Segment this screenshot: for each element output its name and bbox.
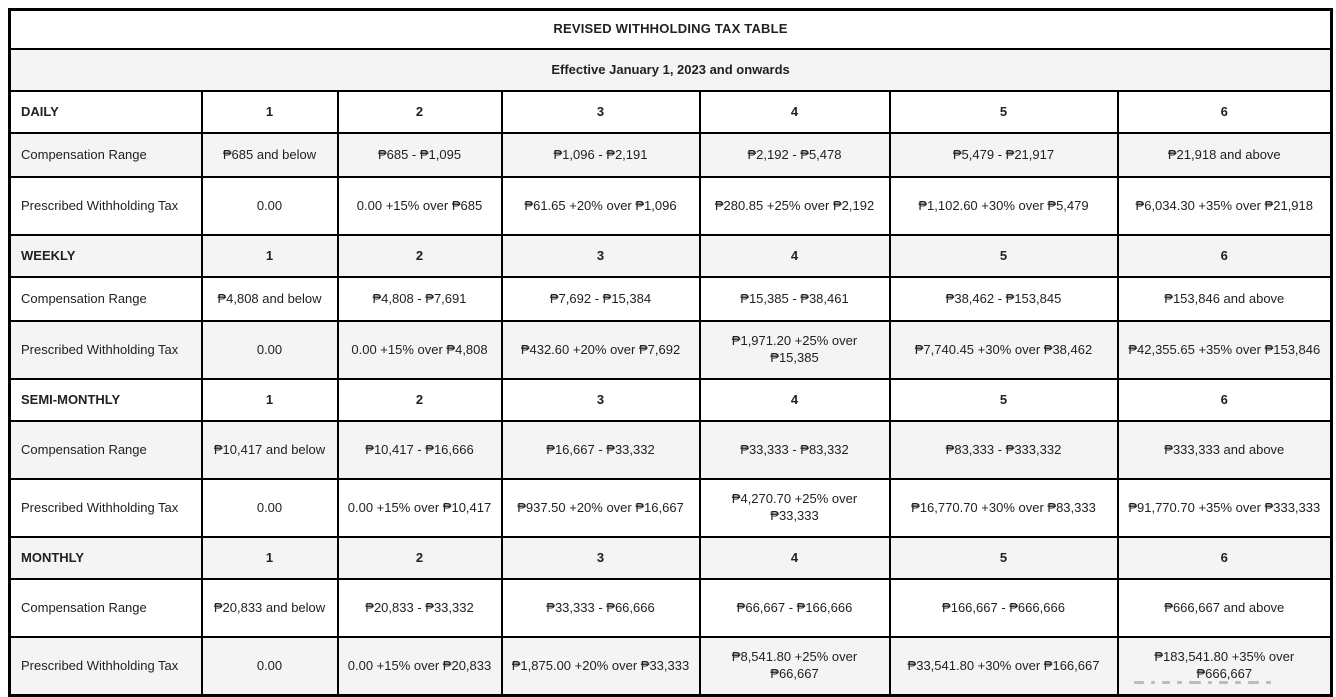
effective-date-subtitle: Effective January 1, 2023 and onwards (10, 49, 1332, 91)
prescribed-tax-cell: ₱937.50 +20% over ₱16,667 (502, 479, 700, 537)
compensation-range-cell: ₱10,417 and below (202, 421, 338, 479)
compensation-range-cell: ₱20,833 and below (202, 579, 338, 637)
prescribed-tax-cell: ₱432.60 +20% over ₱7,692 (502, 321, 700, 379)
compensation-range-cell: ₱7,692 - ₱15,384 (502, 277, 700, 321)
prescribed-tax-cell: ₱16,770.70 +30% over ₱83,333 (890, 479, 1118, 537)
compensation-range-cell: ₱1,096 - ₱2,191 (502, 133, 700, 177)
prescribed-tax-cell: ₱42,355.65 +35% over ₱153,846 (1118, 321, 1332, 379)
prescribed-tax-cell: ₱7,740.45 +30% over ₱38,462 (890, 321, 1118, 379)
column-header: 1 (202, 235, 338, 277)
column-header: 6 (1118, 235, 1332, 277)
compensation-range-cell: ₱5,479 - ₱21,917 (890, 133, 1118, 177)
column-header: 3 (502, 379, 700, 421)
column-header: 3 (502, 537, 700, 579)
compensation-range-cell: ₱666,667 and above (1118, 579, 1332, 637)
period-label: MONTHLY (10, 537, 202, 579)
column-header: 2 (338, 235, 502, 277)
title-row (10, 10, 1332, 50)
prescribed-tax-cell: ₱61.65 +20% over ₱1,096 (502, 177, 700, 235)
column-header: 5 (890, 235, 1118, 277)
prescribed-tax-cell: 0.00 +15% over ₱4,808 (338, 321, 502, 379)
period-label: WEEKLY (10, 235, 202, 277)
subtitle-row (10, 49, 1332, 91)
prescribed-tax-cell: ₱8,541.80 +25% over ₱66,667 (700, 637, 890, 696)
column-header: 4 (700, 379, 890, 421)
column-header: 5 (890, 379, 1118, 421)
compensation-range-cell: ₱333,333 and above (1118, 421, 1332, 479)
prescribed-tax-cell: ₱183,541.80 +35% over ₱666,667 (1118, 637, 1332, 696)
column-header: 6 (1118, 537, 1332, 579)
section-header-row (10, 537, 1332, 579)
row-label-prescribed-tax: Prescribed Withholding Tax (10, 321, 202, 379)
row-label-prescribed-tax: Prescribed Withholding Tax (10, 637, 202, 696)
prescribed-tax-cell: 0.00 (202, 479, 338, 537)
section-header-row (10, 235, 1332, 277)
row-label-compensation-range: Compensation Range (10, 133, 202, 177)
column-header: 3 (502, 91, 700, 133)
compensation-range-row (10, 277, 1332, 321)
prescribed-tax-row (10, 321, 1332, 379)
prescribed-tax-row (10, 637, 1332, 696)
prescribed-tax-cell: ₱1,102.60 +30% over ₱5,479 (890, 177, 1118, 235)
prescribed-tax-cell: ₱6,034.30 +35% over ₱21,918 (1118, 177, 1332, 235)
compensation-range-cell: ₱685 and below (202, 133, 338, 177)
withholding-tax-table (8, 8, 1333, 697)
compensation-range-cell: ₱66,667 - ₱166,666 (700, 579, 890, 637)
compensation-range-cell: ₱16,667 - ₱33,332 (502, 421, 700, 479)
prescribed-tax-cell: ₱1,875.00 +20% over ₱33,333 (502, 637, 700, 696)
column-header: 5 (890, 537, 1118, 579)
prescribed-tax-cell: ₱91,770.70 +35% over ₱333,333 (1118, 479, 1332, 537)
compensation-range-cell: ₱685 - ₱1,095 (338, 133, 502, 177)
compensation-range-row (10, 579, 1332, 637)
row-label-compensation-range: Compensation Range (10, 277, 202, 321)
row-label-prescribed-tax: Prescribed Withholding Tax (10, 479, 202, 537)
row-label-compensation-range: Compensation Range (10, 421, 202, 479)
compensation-range-cell: ₱15,385 - ₱38,461 (700, 277, 890, 321)
compensation-range-cell: ₱33,333 - ₱83,332 (700, 421, 890, 479)
row-label-prescribed-tax: Prescribed Withholding Tax (10, 177, 202, 235)
compensation-range-cell: ₱2,192 - ₱5,478 (700, 133, 890, 177)
compensation-range-cell: ₱20,833 - ₱33,332 (338, 579, 502, 637)
compensation-range-cell: ₱4,808 and below (202, 277, 338, 321)
compensation-range-cell: ₱83,333 - ₱333,332 (890, 421, 1118, 479)
compensation-range-cell: ₱33,333 - ₱66,666 (502, 579, 700, 637)
prescribed-tax-cell: ₱1,971.20 +25% over ₱15,385 (700, 321, 890, 379)
row-label-compensation-range: Compensation Range (10, 579, 202, 637)
prescribed-tax-cell: 0.00 +15% over ₱20,833 (338, 637, 502, 696)
withholding-tax-table-container (8, 8, 1333, 697)
prescribed-tax-cell: ₱280.85 +25% over ₱2,192 (700, 177, 890, 235)
prescribed-tax-row (10, 479, 1332, 537)
prescribed-tax-cell: ₱33,541.80 +30% over ₱166,667 (890, 637, 1118, 696)
compensation-range-cell: ₱21,918 and above (1118, 133, 1332, 177)
column-header: 2 (338, 537, 502, 579)
compensation-range-cell: ₱4,808 - ₱7,691 (338, 277, 502, 321)
column-header: 1 (202, 91, 338, 133)
prescribed-tax-cell: 0.00 (202, 177, 338, 235)
column-header: 4 (700, 91, 890, 133)
prescribed-tax-cell: 0.00 +15% over ₱685 (338, 177, 502, 235)
column-header: 2 (338, 379, 502, 421)
period-label: SEMI-MONTHLY (10, 379, 202, 421)
column-header: 3 (502, 235, 700, 277)
compensation-range-cell: ₱166,667 - ₱666,666 (890, 579, 1118, 637)
column-header: 6 (1118, 91, 1332, 133)
compensation-range-cell: ₱153,846 and above (1118, 277, 1332, 321)
column-header: 1 (202, 537, 338, 579)
column-header: 1 (202, 379, 338, 421)
section-header-row (10, 91, 1332, 133)
column-header: 6 (1118, 379, 1332, 421)
prescribed-tax-cell: 0.00 +15% over ₱10,417 (338, 479, 502, 537)
column-header: 4 (700, 235, 890, 277)
compensation-range-row (10, 421, 1332, 479)
compensation-range-cell: ₱38,462 - ₱153,845 (890, 277, 1118, 321)
column-header: 5 (890, 91, 1118, 133)
prescribed-tax-cell: ₱4,270.70 +25% over ₱33,333 (700, 479, 890, 537)
compensation-range-cell: ₱10,417 - ₱16,666 (338, 421, 502, 479)
prescribed-tax-cell: 0.00 (202, 637, 338, 696)
prescribed-tax-cell: 0.00 (202, 321, 338, 379)
compensation-range-row (10, 133, 1332, 177)
clipped-text-fragment (1134, 681, 1324, 686)
section-header-row (10, 379, 1332, 421)
column-header: 2 (338, 91, 502, 133)
prescribed-tax-row (10, 177, 1332, 235)
column-header: 4 (700, 537, 890, 579)
period-label: DAILY (10, 91, 202, 133)
page-title: REVISED WITHHOLDING TAX TABLE (10, 10, 1332, 50)
